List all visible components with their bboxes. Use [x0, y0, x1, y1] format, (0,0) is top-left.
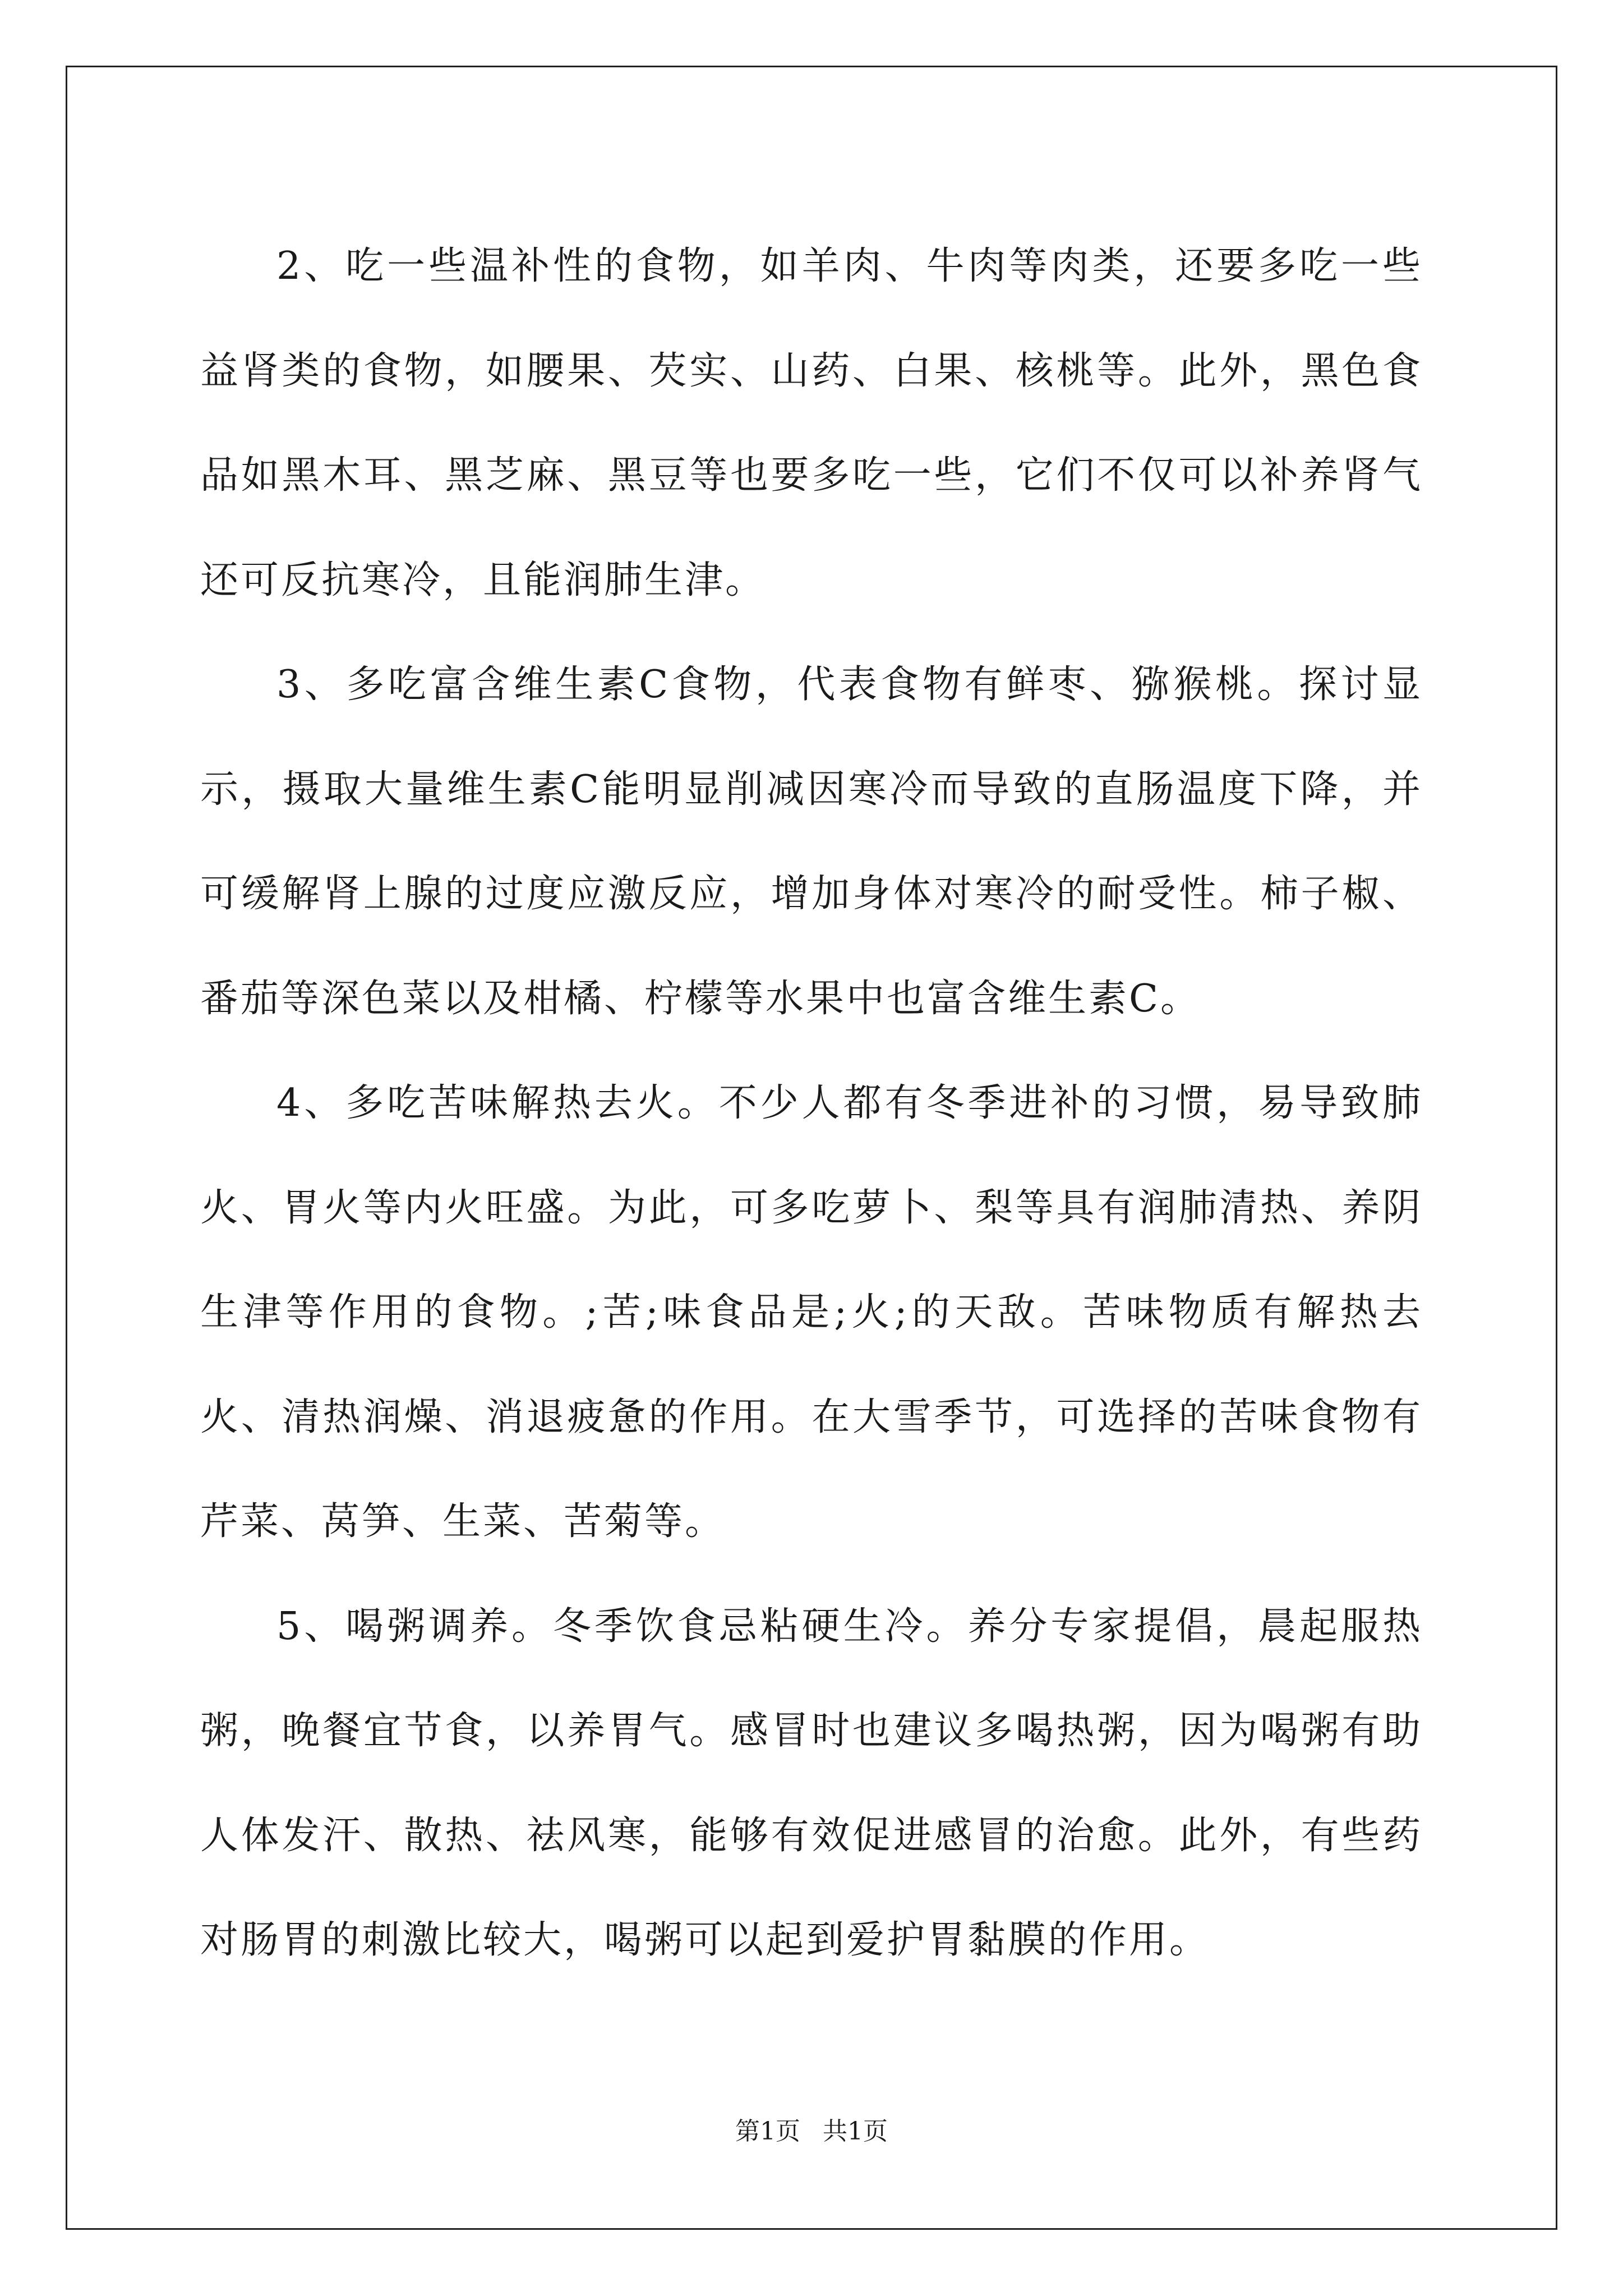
paragraph-2: 2、吃一些温补性的食物，如羊肉、牛肉等肉类，还要多吃一些益肾类的食物，如腰果、芡实、山药、白果、核桃等。此外，黑色食品如黑木耳、黑芝麻、黑豆等也要多吃一些，它们不仅可以补养肾气还可反抗寒冷，且能润肺生津。 [200, 244, 1423, 602]
page-footer [0, 2115, 1623, 2148]
document-body [200, 214, 1423, 1993]
paragraph-4: 4、多吃苦味解热去火。不少人都有冬季进补的习惯，易导致肺火、胃火等内火旺盛。为此，可多吃萝卜、梨等具有润肺清热、养阴生津等作用的食物。;苦;味食品是;火;的天敌。苦味物质有解热去火、清热润燥、消退疲惫的作用。在大雪季节，可选择的苦味食物有芹菜、莴笋、生菜、苦菊等。 [200, 1081, 1423, 1544]
paragraph-5: 5、喝粥调养。冬季饮食忌粘硬生冷。养分专家提倡，晨起服热粥，晚餐宜节食，以养胃气。感冒时也建议多喝热粥，因为喝粥有助人体发汗、散热、祛风寒，能够有效促进感冒的治愈。此外，有些药对肠胃的刺激比较大，喝粥可以起到爱护胃黏膜的作用。 [200, 1604, 1423, 1962]
paragraph-3: 3、多吃富含维生素C食物，代表食物有鲜枣、猕猴桃。探讨显示，摄取大量维生素C能明显削减因寒冷而导致的直肠温度下降，并可缓解肾上腺的过度应激反应，增加身体对寒冷的耐受性。柿子椒、番茄等深色菜以及柑橘、柠檬等水果中也富含维生素C。 [200, 662, 1423, 1021]
page-total: 共1页 [823, 2117, 888, 2146]
page-number: 第1页 [735, 2117, 800, 2146]
